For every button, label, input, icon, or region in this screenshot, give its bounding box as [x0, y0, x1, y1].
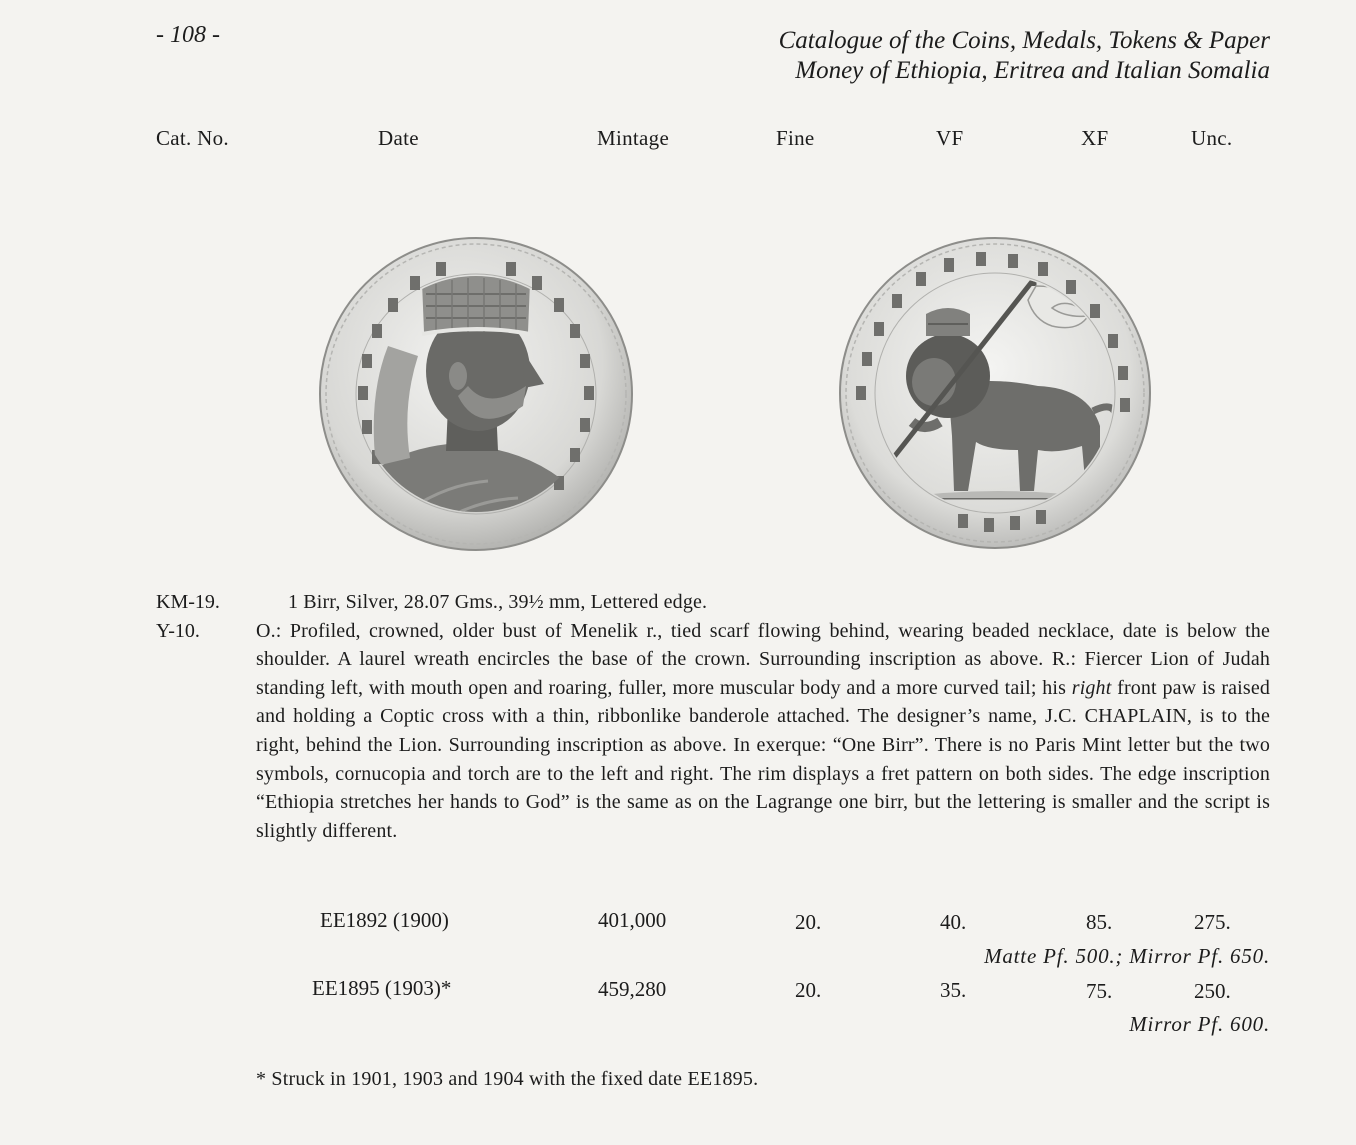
entry-description [256, 588, 1270, 845]
row-2-xf: 75. [1086, 979, 1113, 1003]
column-header-mintage: Mintage [597, 126, 670, 150]
page-number: - 108 - [156, 22, 220, 48]
catalogue-number-km: KM-19. [156, 591, 220, 613]
footnote: * Struck in 1901, 1903 and 1904 with the fixed date EE1895. [256, 1068, 759, 1090]
description-part-b: front paw is raised and holding a Coptic cross with a thin, ribbonlike banderole attached. The designer’s name, J.C. CHAPLAIN, is to the right, behind the Lion. Surrounding inscription as above. In exerque: “One Birr”. There is no Paris Mint letter but the two symbols, cornucopia and torch are to the left and right. The rim displays a fret pattern on both sides. The edge inscription “Ethiopia stretches her hands to God” is the same as on the Lagrange one birr, but the lettering is smaller and the script is slightly different. [256, 676, 1270, 842]
row-1-fine: 20. [795, 910, 822, 934]
column-header-xf: XF [1081, 126, 1109, 150]
catalogue-number-y: Y-10. [156, 620, 200, 642]
row-2-proof-note: Mirror Pf. 600. [1129, 1012, 1270, 1036]
row-2-vf: 35. [940, 978, 967, 1002]
row-2-mintage: 459,280 [598, 977, 667, 1001]
description-emphasis: right [1071, 676, 1112, 699]
coin-obverse-image [318, 236, 634, 552]
running-title-line-2: Money of Ethiopia, Eritrea and Italian Somalia [795, 57, 1270, 84]
entry-description-text [256, 617, 1270, 846]
row-1-vf: 40. [940, 910, 967, 934]
row-2-unc: 250. [1194, 979, 1231, 1003]
running-title [779, 26, 1270, 86]
column-header-fine: Fine [776, 126, 815, 150]
coin-reverse-image [838, 236, 1152, 550]
description-part-a: O.: Profiled, crowned, older bust of Menelik r., tied scarf flowing behind, wearing beaded necklace, date is below the shoulder. A laurel wreath encircles the base of the crown. Surrounding inscription as above. R.: Fiercer Lion of Judah standing left, with mouth open and roaring, fuller, more muscular body and a more curved tail; his [256, 619, 1270, 699]
row-1-proof-note: Matte Pf. 500.; Mirror Pf. 650. [984, 944, 1270, 968]
row-1-unc: 275. [1194, 910, 1231, 934]
row-1-date: EE1892 (1900) [320, 908, 449, 932]
column-header-date: Date [378, 126, 419, 150]
row-2-date: EE1895 (1903)* [312, 976, 452, 1000]
column-header-unc: Unc. [1191, 126, 1233, 150]
row-1-xf: 85. [1086, 910, 1113, 934]
row-2-fine: 20. [795, 978, 822, 1002]
entry-title: 1 Birr, Silver, 28.07 Gms., 39½ mm, Lettered edge. [288, 591, 708, 613]
row-1-mintage: 401,000 [598, 908, 667, 932]
column-header-cat-no: Cat. No. [156, 126, 229, 150]
column-header-vf: VF [936, 126, 964, 150]
running-title-line-1: Catalogue of the Coins, Medals, Tokens & Paper [778, 27, 1270, 54]
